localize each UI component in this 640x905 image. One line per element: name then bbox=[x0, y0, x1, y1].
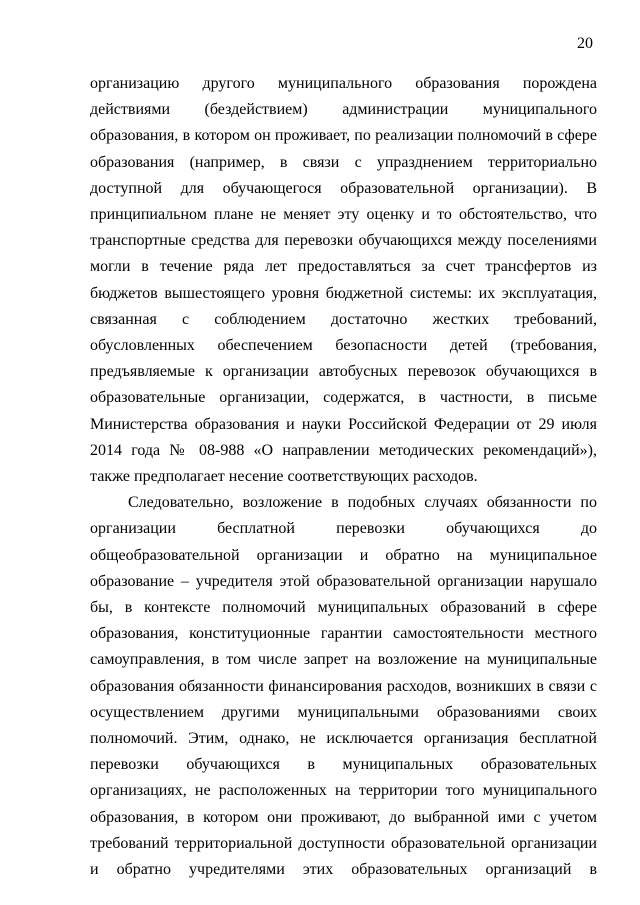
document-body bbox=[90, 71, 597, 883]
paragraph: Следовательно, возложение в подобных случаях обязанности по организации бесплатной перевозки обучающихся до общеобразовательной организации и обратно на муниципальное образование – учредителя этой образовательной организации нарушало бы, в контексте полномочий муниципальных образований в сфере образования, конституционные гарантии самостоятельности местного самоуправления, в том числе запрет на возложение на муниципальные образования обязанности финансирования расходов, возникших в связи с осуществлением другими муниципальными образованиями своих полномочий. Этим, однако, не исключается организация бесплатной перевозки обучающихся в муниципальных образовательных организациях, не расположенных на территории того муниципального образования, в котором они проживают, до выбранной ими с учетом требований территориальной доступности образовательной организации и обратно учредителями этих образовательных организаций в bbox=[90, 494, 597, 879]
page-number: 20 bbox=[577, 35, 593, 52]
paragraph-continuation: организацию другого муниципального образования порождена действиями (бездействием) администрации муниципального образования, в котором он проживает, по реализации полномочий в сфере образования (например, в связи с упразднением территориально доступной для обучающегося образовательной организации). В принципиальном плане не меняет эту оценку и то обстоятельство, что транспортные средства для перевозки обучающихся между поселениями могли в течение ряда лет предоставляться за счет трансфертов из бюджетов вышестоящего уровня бюджетной системы: их эксплуатация, связанная с соблюдением достаточно жестких требований, обусловленных обеспечением безопасности детей (требования, предъявляемые к организации автобусных перевозок обучающихся в образовательные организации, содержатся, в частности, в письме Министерства образования и науки Российской Федерации от 29 июля 2014 года № 08-988 «О направлении методических рекомендаций»), также предполагает несение соответствующих расходов. bbox=[90, 75, 597, 486]
